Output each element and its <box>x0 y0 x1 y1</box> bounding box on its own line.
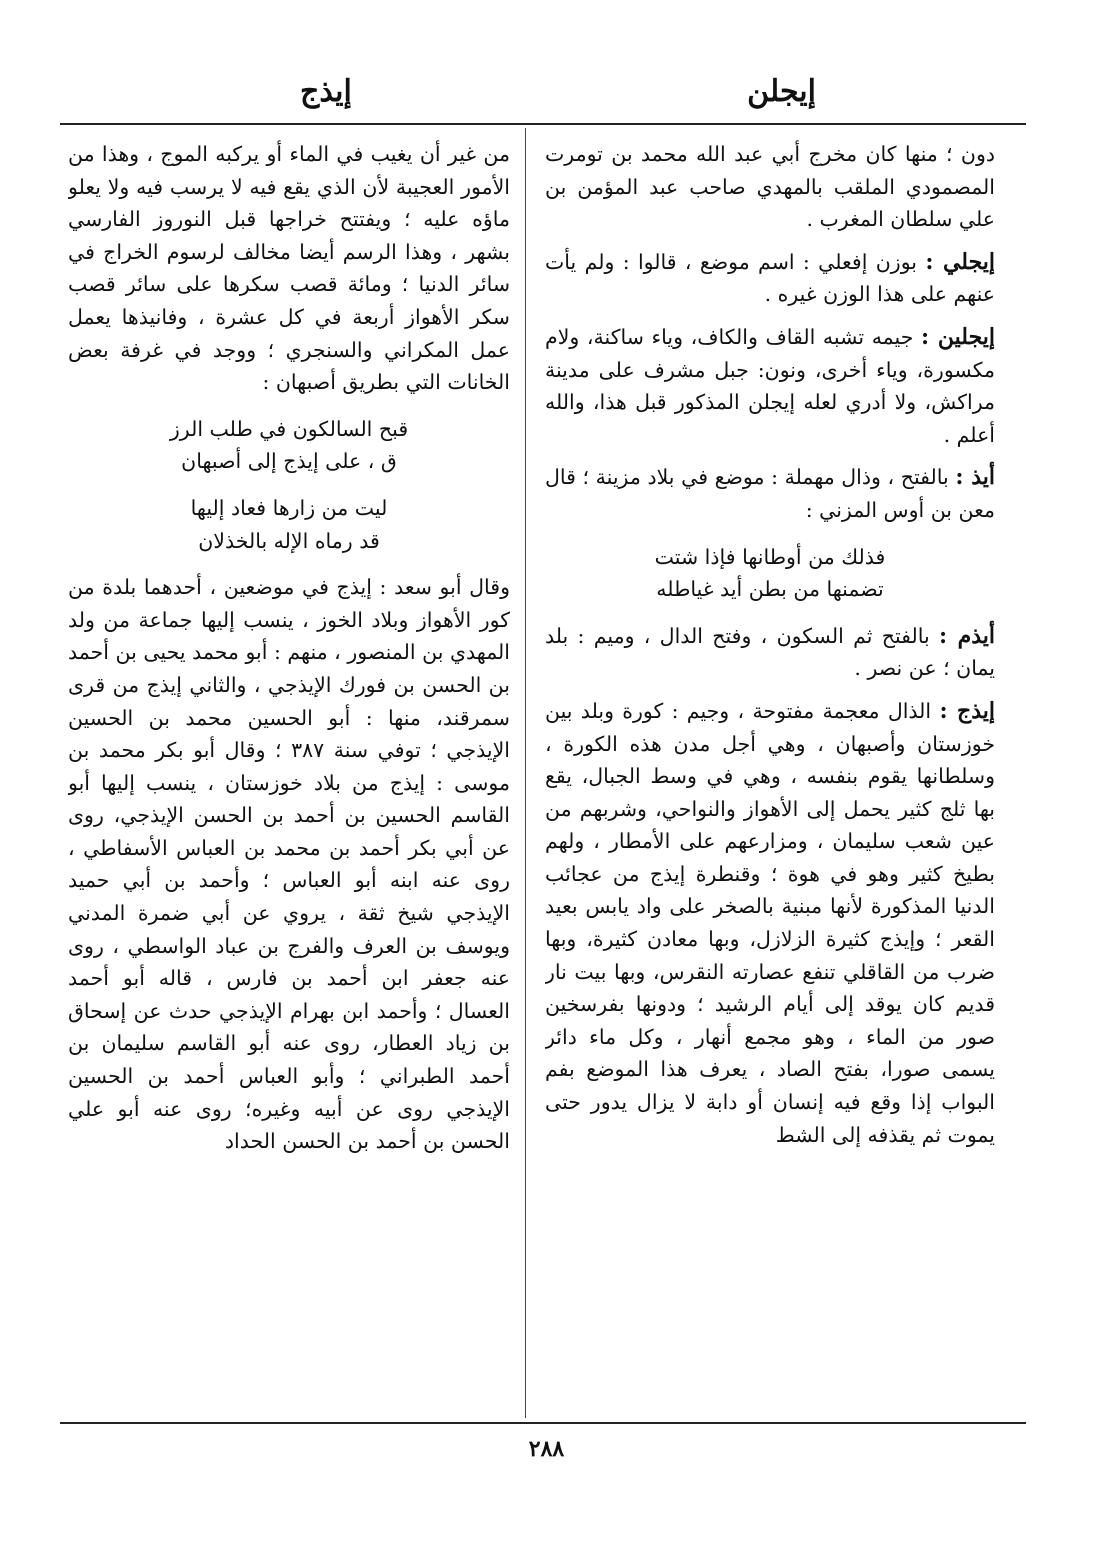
verse-line: فذلك من أوطانها فإذا شتت <box>654 544 886 569</box>
entry-headword: إيجلي : <box>925 248 995 275</box>
entry-ijilin <box>545 321 995 451</box>
page-number: ٢٨٨ <box>528 1436 565 1462</box>
verse-line: قد رماه الإله بالخذلان <box>198 528 380 553</box>
entry-idhaj <box>545 695 995 1151</box>
entry-headword: إيذج : <box>939 697 995 724</box>
poem-verse <box>545 541 995 606</box>
entry-text: جيمه تشبه القاف والكاف، وياء ساكنة، ولام مكسورة، وياء أخرى، ونون: جبل مشرف على مدينة مراكش، ولا أدري لعله إيجلن المذكور قبل هذا، والله أعلم . <box>545 324 995 447</box>
entry-text: الذال معجمة مفتوحة ، وجيم : كورة وبلد بين خوزستان وأصبهان ، وهي أجل مدن هذه الكورة ، وسلطانها يقوم بنفسه ، وهي في وسط الجبال، يقع بها ثلج كثير يحمل إلى الأهواز والنواحي، وشربهم من عين شعب سليمان ، ومزارعهم على الأمطار ، ولهم بطيخ كثير وهو في هوة ؛ وقنطرة إيذج من عجائب الدنيا المذكورة لأنها مبنية بالصخر على واد يابس بعيد القعر ؛ وإيذج كثيرة الزلازل، وبها معادن كثيرة، وبها ضرب من القاقلي تنفع عصارته النقرس، وبها بيت نار قديم كان يوقد إلى أيام الرشيد ؛ ودونها بفرسخين صور من الماء ، وهو مجمع أنهار ، وكل ماء دائر يسمى صورا، بفتح الصاد ، يعرف هذا الموضع بفم البواب إذا وقع فيه إنسان أو دابة لا يزال يدور حتى يموت ثم يقذفه إلى الشط <box>545 698 995 1147</box>
header-rule <box>60 123 1026 125</box>
verse-line: ليت من زارها فعاد إليها <box>190 495 388 520</box>
entry-text-block: وقال أبو سعد : إيذج في موضعين ، أحدهما بلدة من كور الأهواز وبلاد الخوز ، ينسب إليها جماعة من ولد المهدي بن المنصور ، منهم : أبو محمد يحيى بن أحمد بن الحسن بن فورك الإيذجي ، والثاني إيذج من قرى سمرقند، منها : أبو الحسين محمد بن الحسين الإيذجي ؛ توفي سنة ٣٨٧ ؛ وقال أبو بكر محمد بن موسى : إيذج من بلاد خوزستان ، ينسب إليها أبو القاسم الحسين بن أحمد بن الحسن الإيذجي، روى عن أبي بكر أحمد بن محمد بن العباس الأسفاطي ، روى عنه ابنه أبو العباس ؛ وأحمد بن أبي حميد الإيذجي شيخ ثقة ، يروي عن أبي ضمرة المدني ويوسف بن العرف والفرج بن عباد الواسطي ، روى عنه جعفر ابن أحمد بن فارس ، قاله أبو أحمد العسال ؛ وأحمد ابن بهرام الإيذجي حدث عن إسحاق بن زياد العطار، روى عنه أبو القاسم سليمان بن أحمد الطبراني ؛ وأبو العباس أحمد بن الحسين الإيذجي روى عن أبيه وغيره؛ روى عنه أبو علي الحسن بن أحمد بن الحسن الحداد <box>68 575 510 1154</box>
footer-rule <box>60 1422 1026 1424</box>
entry-text: بالفتح ثم السكون ، وفتح الدال ، وميم : بلد يمان ؛ عن نصر . <box>545 623 995 681</box>
entry-text: بوزن إفعلي : اسم موضع ، قالوا : ولم يأت عنهم على هذا الوزن غيره . <box>545 249 995 307</box>
entry-continuation: دون ؛ منها كان مخرج أبي عبد الله محمد بن تومرت المصمودي الملقب بالمهدي صاحب عبد المؤمن بن علي سلطان المغرب . <box>545 142 995 232</box>
entry-headword: إيجلين : <box>921 323 995 350</box>
poem-verse <box>68 492 510 557</box>
poem-verse <box>68 413 510 478</box>
entry-headword: أيذ : <box>955 464 995 491</box>
entry-aydham <box>545 620 995 685</box>
verse-line: تضمنها من بطن أيد غياطله <box>656 577 884 602</box>
verse-line: قبح السالكون في طلب الرز <box>169 416 409 441</box>
entry-text: بالفتح ، وذال مهملة : موضع في بلاد مزينة ؛ قال معن بن أوس المزني : <box>545 465 995 522</box>
verse-line: ق ، على إيذج إلى أصبهان <box>181 449 397 474</box>
header-right-word: إيجلن <box>747 74 816 109</box>
left-column <box>68 138 510 1418</box>
entry-continuation: من غير أن يغيب في الماء أو يركبه الموج ، وهذا من الأمور العجيبة لأن الذي يقع فيه لا يرسب فيه ولا يعلو ماؤه عليه ؛ ويفتتح خراجها قبل النوروز الفارسي بشهر ، وهذا الرسم أيضا مخالف لرسوم الخراج في سائر الدنيا ؛ ومائة قصب سكرها على سائر قصب سكر الأهواز أربعة في كل عشرة ، وفانيذها يعمل عمل المكراني والسنجري ؛ ووجد في غرفة بعض الخانات التي بطريق أصبهان : <box>68 142 510 395</box>
page-header <box>60 62 1026 122</box>
entry-ayadh <box>545 461 995 526</box>
header-left-word: إيذج <box>300 74 352 109</box>
entry-ijili <box>545 246 995 311</box>
column-divider <box>525 128 526 1418</box>
right-column <box>545 138 995 1418</box>
entry-headword: أيذم : <box>939 622 995 649</box>
